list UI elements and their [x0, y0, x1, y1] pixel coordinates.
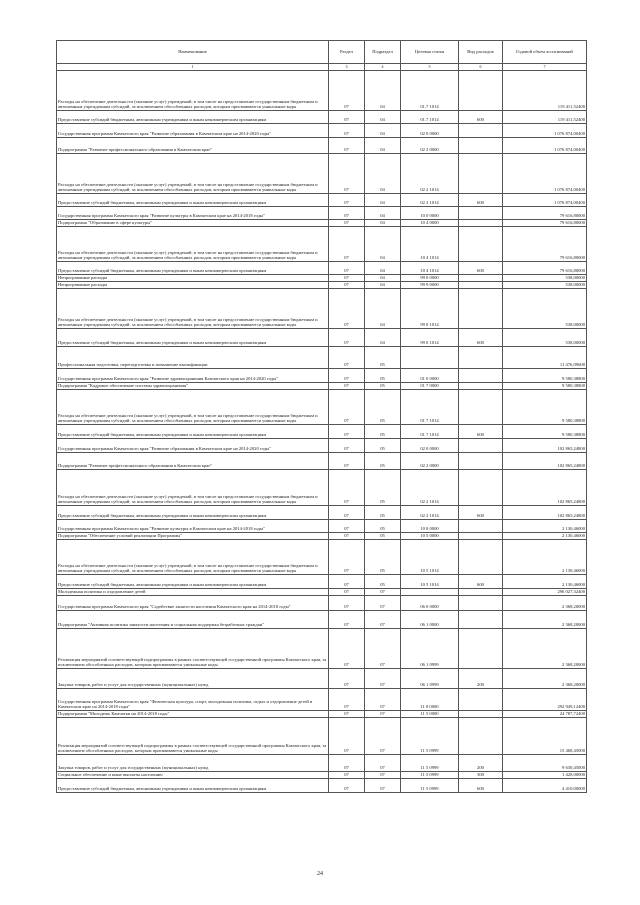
row-target-article-cell: 10 5 0000 — [401, 533, 459, 540]
row-expense-type-cell — [459, 275, 503, 282]
row-subsection-cell: 07 — [365, 689, 401, 711]
row-amount-cell: 296 027,32400 — [503, 589, 587, 596]
row-name-cell: Предоставление субсидий бюджетным, автономным учреждениям и иным некоммерческим организациям — [57, 575, 329, 589]
page-number: 24 — [317, 871, 323, 877]
row-target-article-cell: 06 1 0999 — [401, 669, 459, 689]
row-name-cell: Предоставление субсидий бюджетным, автономным учреждениям и иным некоммерческим организациям — [57, 779, 329, 793]
row-expense-type-cell — [459, 520, 503, 533]
row-name-cell: Расходы на обеспечение деятельности (оказание услуг) учреждений, в том числе на предоставление государственным бюджетным и автономным учреждениям субсидий, за исключением обособленных расходов, которым присваиваются уникальные коды — [57, 71, 329, 111]
table-row — [57, 718, 587, 755]
row-expense-type-cell: 600 — [459, 779, 503, 793]
header-expense-type: Вид расходов — [459, 41, 503, 64]
budget-table — [56, 40, 587, 793]
row-section-cell: 07 — [329, 220, 365, 227]
row-name-cell: Подпрограмма "Кадровое обеспечение системы здравоохранения" — [57, 383, 329, 390]
table-row — [57, 506, 587, 520]
row-expense-type-cell — [459, 611, 503, 629]
column-number: 3 — [329, 64, 365, 71]
row-name-cell: Предоставление субсидий бюджетным, автономным учреждениям и иным некоммерческим организациям — [57, 329, 329, 347]
row-expense-type-cell — [459, 383, 503, 390]
row-expense-type-cell: 600 — [459, 111, 503, 124]
row-expense-type-cell — [459, 220, 503, 227]
row-subsection-cell: 05 — [365, 453, 401, 470]
row-target-article-cell: 99 0 1014 — [401, 329, 459, 347]
row-section-cell: 07 — [329, 453, 365, 470]
row-target-article-cell: 11 5 0000 — [401, 711, 459, 718]
table-header-row — [57, 41, 587, 64]
row-section-cell: 07 — [329, 425, 365, 439]
row-subsection-cell: 05 — [365, 425, 401, 439]
row-expense-type-cell — [459, 718, 503, 755]
row-name-cell: Реализация мероприятий соответствующей подпрограммы в рамках соответствующей государственной программы Камчатского края, за исключением обособленных расходов, которым присваиваются уникальные коды — [57, 629, 329, 669]
header-amount: Годовой объем ассигнований — [503, 41, 587, 64]
row-subsection-cell: 04 — [365, 71, 401, 111]
row-name-cell: Расходы на обеспечение деятельности (оказание услуг) учреждений, в том числе на предоставление государственным бюджетным и автономным учреждениям субсидий, за исключением обособленных расходов, которым присваиваются уникальные коды — [57, 227, 329, 262]
table-row — [57, 439, 587, 453]
row-expense-type-cell — [459, 453, 503, 470]
row-name-cell: Подпрограмма "Активная политика занятости населения и социальная поддержка безработных граждан" — [57, 611, 329, 629]
row-section-cell: 07 — [329, 629, 365, 669]
row-amount-cell: 292 949,12400 — [503, 689, 587, 711]
row-subsection-cell: 04 — [365, 227, 401, 262]
row-target-article-cell: 11 0 0000 — [401, 689, 459, 711]
row-subsection-cell: 07 — [365, 718, 401, 755]
row-section-cell: 07 — [329, 275, 365, 282]
row-amount-cell: 1 076 874,00400 — [503, 194, 587, 207]
row-amount-cell: 538,00000 — [503, 275, 587, 282]
row-subsection-cell: 07 — [365, 779, 401, 793]
row-target-article-cell: 99 9 0000 — [401, 282, 459, 289]
row-name-cell: Профессиональная подготовка, переподготовка и повышение квалификации — [57, 347, 329, 369]
row-amount-cell: 79 616,80000 — [503, 227, 587, 262]
row-name-cell: Государственная программа Камчатского края "Развитие образования в Камчатском крае на 2014-2020 годы" — [57, 124, 329, 138]
row-name-cell: Подпрограмма "Развитие профессионального образования в Камчатском крае" — [57, 453, 329, 470]
row-subsection-cell: 05 — [365, 506, 401, 520]
row-target-article-cell: 01 7 1014 — [401, 425, 459, 439]
row-amount-cell: 2 368,20000 — [503, 611, 587, 629]
row-name-cell: Предоставление субсидий бюджетным, автономным учреждениям и иным некоммерческим организациям — [57, 194, 329, 207]
row-subsection-cell: 04 — [365, 124, 401, 138]
row-target-article-cell: 02 2 1014 — [401, 506, 459, 520]
row-amount-cell: 102 865,24800 — [503, 439, 587, 453]
table-row — [57, 154, 587, 194]
row-name-cell: Реализация мероприятий соответствующей подпрограммы в рамках соответствующей государственной программы Камчатского края, за исключением обособленных расходов, которым присваиваются уникальные коды — [57, 718, 329, 755]
row-name-cell: Государственная программа Камчатского края "Развитие культуры в Камчатском крае на 2014-2018 годы" — [57, 207, 329, 220]
row-subsection-cell: 04 — [365, 275, 401, 282]
table-row — [57, 383, 587, 390]
row-section-cell: 07 — [329, 194, 365, 207]
table-row — [57, 629, 587, 669]
row-expense-type-cell — [459, 390, 503, 425]
column-number: 6 — [459, 64, 503, 71]
row-section-cell: 07 — [329, 520, 365, 533]
row-expense-type-cell — [459, 596, 503, 611]
row-amount-cell: 9 580,38800 — [503, 369, 587, 383]
row-expense-type-cell: 600 — [459, 425, 503, 439]
row-name-cell: Расходы на обеспечение деятельности (оказание услуг) учреждений, в том числе на предоставление государственным бюджетным и автономным учреждениям субсидий, за исключением обособленных расходов, которым присваиваются уникальные коды — [57, 390, 329, 425]
budget-table-page — [56, 40, 586, 793]
row-target-article-cell: 11 5 0999 — [401, 772, 459, 779]
row-amount-cell: 2 130,46000 — [503, 520, 587, 533]
row-subsection-cell: 07 — [365, 772, 401, 779]
column-number-row — [57, 64, 587, 71]
table-row — [57, 282, 587, 289]
table-row — [57, 275, 587, 282]
row-subsection-cell: 05 — [365, 540, 401, 575]
row-subsection-cell: 04 — [365, 220, 401, 227]
table-row — [57, 194, 587, 207]
row-section-cell: 07 — [329, 124, 365, 138]
row-section-cell: 07 — [329, 369, 365, 383]
row-subsection-cell: 04 — [365, 138, 401, 154]
row-expense-type-cell — [459, 689, 503, 711]
table-row — [57, 540, 587, 575]
row-subsection-cell: 04 — [365, 329, 401, 347]
header-section: Раздел — [329, 41, 365, 64]
row-target-article-cell: 01 0 0000 — [401, 369, 459, 383]
row-name-cell: Государственная программа Камчатского края "Физическая культура, спорт, молодежная политика, отдых и оздоровление детей в Камчатском крае на 2014-2018 годы" — [57, 689, 329, 711]
row-amount-cell: 11 476,09600 — [503, 347, 587, 369]
row-amount-cell: 9 630,45000 — [503, 755, 587, 772]
row-amount-cell: 102 865,24800 — [503, 506, 587, 520]
row-amount-cell: 1 428,00000 — [503, 772, 587, 779]
row-expense-type-cell — [459, 347, 503, 369]
table-row — [57, 289, 587, 329]
row-amount-cell: 9 580,38800 — [503, 383, 587, 390]
row-target-article-cell — [401, 589, 459, 596]
table-row — [57, 111, 587, 124]
row-target-article-cell: 06 0 0000 — [401, 596, 459, 611]
row-target-article-cell: 10 4 0000 — [401, 220, 459, 227]
column-number: 7 — [503, 64, 587, 71]
row-section-cell: 07 — [329, 111, 365, 124]
row-expense-type-cell — [459, 289, 503, 329]
header-target-article: Целевая статья — [401, 41, 459, 64]
row-subsection-cell: 05 — [365, 383, 401, 390]
table-row — [57, 779, 587, 793]
row-expense-type-cell — [459, 540, 503, 575]
row-target-article-cell: 10 5 1014 — [401, 540, 459, 575]
row-section-cell: 07 — [329, 207, 365, 220]
table-row — [57, 589, 587, 596]
row-expense-type-cell — [459, 589, 503, 596]
row-target-article-cell: 01.7 1014 — [401, 111, 459, 124]
row-name-cell: Непрограммные расходы — [57, 275, 329, 282]
row-name-cell: Подпрограмма "Обеспечение условий реализации Программы" — [57, 533, 329, 540]
row-target-article-cell — [401, 347, 459, 369]
table-row — [57, 220, 587, 227]
row-target-article-cell: 10 4 1014 — [401, 227, 459, 262]
row-subsection-cell: 07 — [365, 596, 401, 611]
table-row — [57, 470, 587, 506]
row-amount-cell: 2 368,20000 — [503, 669, 587, 689]
row-subsection-cell: 07 — [365, 589, 401, 596]
table-row — [57, 124, 587, 138]
header-subsection: Подраздел — [365, 41, 401, 64]
row-expense-type-cell: 300 — [459, 772, 503, 779]
row-subsection-cell: 05 — [365, 470, 401, 506]
row-amount-cell: 1 076 874,00400 — [503, 154, 587, 194]
row-amount-cell: 4 410,00000 — [503, 779, 587, 793]
row-target-article-cell: 02 0 0000 — [401, 439, 459, 453]
row-target-article-cell: 99 0 0000 — [401, 275, 459, 282]
row-target-article-cell: 10 0 0000 — [401, 520, 459, 533]
row-expense-type-cell: 200 — [459, 669, 503, 689]
row-subsection-cell: 04 — [365, 262, 401, 275]
row-name-cell: Государственная программа Камчатского края "Развитие здравоохранения Камчатского края на 2014-2020 годы" — [57, 369, 329, 383]
row-section-cell: 07 — [329, 470, 365, 506]
row-amount-cell: 2 130,46000 — [503, 575, 587, 589]
row-subsection-cell: 05 — [365, 347, 401, 369]
row-amount-cell: 1 076 874,00400 — [503, 138, 587, 154]
row-name-cell: Предоставление субсидий бюджетным, автономным учреждениям и иным некоммерческим организациям — [57, 425, 329, 439]
row-section-cell: 07 — [329, 282, 365, 289]
table-row — [57, 575, 587, 589]
row-amount-cell: 119 411,52400 — [503, 111, 587, 124]
row-section-cell: 07 — [329, 506, 365, 520]
row-name-cell: Государственная программа Камчатского края "Содействие занятости населения Камчатского края на 2014-2018 годы" — [57, 596, 329, 611]
row-amount-cell: 2 130,46000 — [503, 540, 587, 575]
row-expense-type-cell: 200 — [459, 755, 503, 772]
row-expense-type-cell — [459, 369, 503, 383]
row-section-cell: 07 — [329, 227, 365, 262]
table-row — [57, 425, 587, 439]
row-section-cell: 07 — [329, 772, 365, 779]
row-subsection-cell: 05 — [365, 533, 401, 540]
table-row — [57, 138, 587, 154]
row-amount-cell: 1 076 874,00400 — [503, 124, 587, 138]
row-subsection-cell: 07 — [365, 611, 401, 629]
row-name-cell: Закупка товаров, работ и услуг для государственных (муниципальных) нужд — [57, 755, 329, 772]
row-section-cell: 07 — [329, 755, 365, 772]
column-number: 5 — [401, 64, 459, 71]
row-expense-type-cell — [459, 629, 503, 669]
row-subsection-cell: 04 — [365, 289, 401, 329]
row-target-article-cell: 01 7 0000 — [401, 383, 459, 390]
row-section-cell: 07 — [329, 154, 365, 194]
table-body — [57, 71, 587, 793]
row-expense-type-cell: 600 — [459, 575, 503, 589]
row-target-article-cell: 10 4 1014 — [401, 262, 459, 275]
row-amount-cell: 538,00000 — [503, 282, 587, 289]
row-amount-cell: 538,00000 — [503, 289, 587, 329]
row-expense-type-cell — [459, 138, 503, 154]
row-name-cell: Государственная программа Камчатского края "Развитие культуры в Камчатском крае на 2014-2018 годы" — [57, 520, 329, 533]
row-name-cell: Предоставление субсидий бюджетным, автономным учреждениям и иным некоммерческим организациям — [57, 111, 329, 124]
row-name-cell: Социальное обеспечение и иные выплаты населению — [57, 772, 329, 779]
row-amount-cell: 79 616,80000 — [503, 207, 587, 220]
column-number: 1 — [57, 64, 329, 71]
row-section-cell: 07 — [329, 138, 365, 154]
table-row — [57, 772, 587, 779]
row-expense-type-cell — [459, 470, 503, 506]
row-subsection-cell: 07 — [365, 629, 401, 669]
row-target-article-cell: 01 7 1014 — [401, 390, 459, 425]
row-name-cell: Подпрограмма "Развитие профессионального образования в Камчатском крае" — [57, 138, 329, 154]
row-subsection-cell: 07 — [365, 711, 401, 718]
row-name-cell: Закупка товаров, работ и услуг для государственных (муниципальных) нужд — [57, 669, 329, 689]
row-target-article-cell: 02 2 1014 — [401, 194, 459, 207]
row-section-cell: 07 — [329, 329, 365, 347]
row-section-cell: 07 — [329, 689, 365, 711]
row-target-article-cell: 11 5 0999 — [401, 779, 459, 793]
row-amount-cell: 9 580,38800 — [503, 390, 587, 425]
row-expense-type-cell: 600 — [459, 329, 503, 347]
row-name-cell: Предоставление субсидий бюджетным, автономным учреждениям и иным некоммерческим организациям — [57, 506, 329, 520]
row-subsection-cell: 05 — [365, 369, 401, 383]
row-section-cell: 07 — [329, 289, 365, 329]
row-subsection-cell: 04 — [365, 154, 401, 194]
row-amount-cell: 119 411,52400 — [503, 71, 587, 111]
row-name-cell: Подпрограмма "Молодежь Камчатки на 2014-2018 годы" — [57, 711, 329, 718]
row-target-article-cell: 11 5 0999 — [401, 755, 459, 772]
row-section-cell: 07 — [329, 611, 365, 629]
row-subsection-cell: 07 — [365, 669, 401, 689]
row-amount-cell: 24 787,72400 — [503, 711, 587, 718]
row-section-cell: 07 — [329, 262, 365, 275]
row-amount-cell: 538,00000 — [503, 329, 587, 347]
table-row — [57, 390, 587, 425]
row-name-cell: Расходы на обеспечение деятельности (оказание услуг) учреждений, в том числе на предоставление государственным бюджетным и автономным учреждениям субсидий, за исключением обособленных расходов, которым присваиваются уникальные коды — [57, 289, 329, 329]
row-section-cell: 07 — [329, 347, 365, 369]
row-subsection-cell: 04 — [365, 282, 401, 289]
row-target-article-cell: 02 2 1014 — [401, 470, 459, 506]
row-subsection-cell: 05 — [365, 390, 401, 425]
row-name-cell: Непрограммные расходы — [57, 282, 329, 289]
table-row — [57, 711, 587, 718]
table-row — [57, 71, 587, 111]
table-row — [57, 453, 587, 470]
row-amount-cell: 102 865,24800 — [503, 453, 587, 470]
table-row — [57, 347, 587, 369]
table-row — [57, 689, 587, 711]
row-amount-cell: 2 368,20000 — [503, 629, 587, 669]
row-subsection-cell: 04 — [365, 207, 401, 220]
row-subsection-cell: 04 — [365, 194, 401, 207]
row-subsection-cell: 04 — [365, 111, 401, 124]
row-subsection-cell: 05 — [365, 520, 401, 533]
row-section-cell: 07 — [329, 669, 365, 689]
table-row — [57, 262, 587, 275]
table-row — [57, 520, 587, 533]
table-row — [57, 611, 587, 629]
column-number: 4 — [365, 64, 401, 71]
row-name-cell: Расходы на обеспечение деятельности (оказание услуг) учреждений, в том числе на предоставление государственным бюджетным и автономным учреждениям субсидий, за исключением обособленных расходов, которым присваиваются уникальные коды — [57, 154, 329, 194]
row-amount-cell: 79 616,80000 — [503, 220, 587, 227]
row-section-cell: 07 — [329, 575, 365, 589]
row-name-cell: Государственная программа Камчатского края "Развитие образования в Камчатском крае на 2014-2020 годы" — [57, 439, 329, 453]
row-section-cell: 07 — [329, 533, 365, 540]
row-subsection-cell: 05 — [365, 439, 401, 453]
row-amount-cell: 9 580,38800 — [503, 425, 587, 439]
row-expense-type-cell — [459, 439, 503, 453]
row-target-article-cell: 02 2 1014 — [401, 154, 459, 194]
table-row — [57, 369, 587, 383]
row-amount-cell: 2 130,46000 — [503, 533, 587, 540]
row-target-article-cell: 02 2 0000 — [401, 453, 459, 470]
table-row — [57, 755, 587, 772]
row-target-article-cell: 02 0 0000 — [401, 124, 459, 138]
row-section-cell: 07 — [329, 71, 365, 111]
row-amount-cell: 102 865,24800 — [503, 470, 587, 506]
row-expense-type-cell — [459, 711, 503, 718]
row-section-cell: 07 — [329, 779, 365, 793]
row-section-cell: 07 — [329, 439, 365, 453]
row-subsection-cell: 05 — [365, 575, 401, 589]
row-expense-type-cell — [459, 227, 503, 262]
table-row — [57, 207, 587, 220]
row-subsection-cell: 07 — [365, 755, 401, 772]
table-row — [57, 669, 587, 689]
row-section-cell: 07 — [329, 711, 365, 718]
row-name-cell: Расходы на обеспечение деятельности (оказание услуг) учреждений, в том числе на предоставление государственным бюджетным и автономным учреждениям субсидий, за исключением обособленных расходов, которым присваиваются уникальные коды — [57, 540, 329, 575]
row-expense-type-cell: 600 — [459, 262, 503, 275]
row-name-cell: Подпрограмма "Образование в сфере культуры" — [57, 220, 329, 227]
row-section-cell: 07 — [329, 540, 365, 575]
row-amount-cell: 79 616,80000 — [503, 262, 587, 275]
row-target-article-cell: 02 2 0000 — [401, 138, 459, 154]
row-expense-type-cell — [459, 207, 503, 220]
row-section-cell: 07 — [329, 383, 365, 390]
row-target-article-cell: 01.7 1014 — [401, 71, 459, 111]
row-target-article-cell: 10 5 1014 — [401, 575, 459, 589]
table-row — [57, 329, 587, 347]
row-expense-type-cell — [459, 282, 503, 289]
row-section-cell: 07 — [329, 718, 365, 755]
row-expense-type-cell: 600 — [459, 194, 503, 207]
row-amount-cell: 15 468,45000 — [503, 718, 587, 755]
row-name-cell: Расходы на обеспечение деятельности (оказание услуг) учреждений, в том числе на предоставление государственным бюджетным и автономным учреждениям субсидий, за исключением обособленных расходов, которым присваиваются уникальные коды — [57, 470, 329, 506]
row-expense-type-cell: 600 — [459, 506, 503, 520]
row-expense-type-cell — [459, 533, 503, 540]
row-target-article-cell: 99 0 1014 — [401, 289, 459, 329]
row-expense-type-cell — [459, 124, 503, 138]
table-row — [57, 533, 587, 540]
header-name: Наименование — [57, 41, 329, 64]
table-row — [57, 596, 587, 611]
row-section-cell: 07 — [329, 596, 365, 611]
row-section-cell: 07 — [329, 589, 365, 596]
row-expense-type-cell — [459, 154, 503, 194]
row-expense-type-cell — [459, 71, 503, 111]
row-target-article-cell: 06 1 0999 — [401, 629, 459, 669]
row-target-article-cell: 10 0 0000 — [401, 207, 459, 220]
row-section-cell: 07 — [329, 390, 365, 425]
row-target-article-cell: 11 5 0999 — [401, 718, 459, 755]
row-name-cell: Молодежная политика и оздоровление детей — [57, 589, 329, 596]
row-target-article-cell: 06 1 0000 — [401, 611, 459, 629]
row-name-cell: Предоставление субсидий бюджетным, автономным учреждениям и иным некоммерческим организациям — [57, 262, 329, 275]
row-amount-cell: 2 368,20000 — [503, 596, 587, 611]
table-row — [57, 227, 587, 262]
